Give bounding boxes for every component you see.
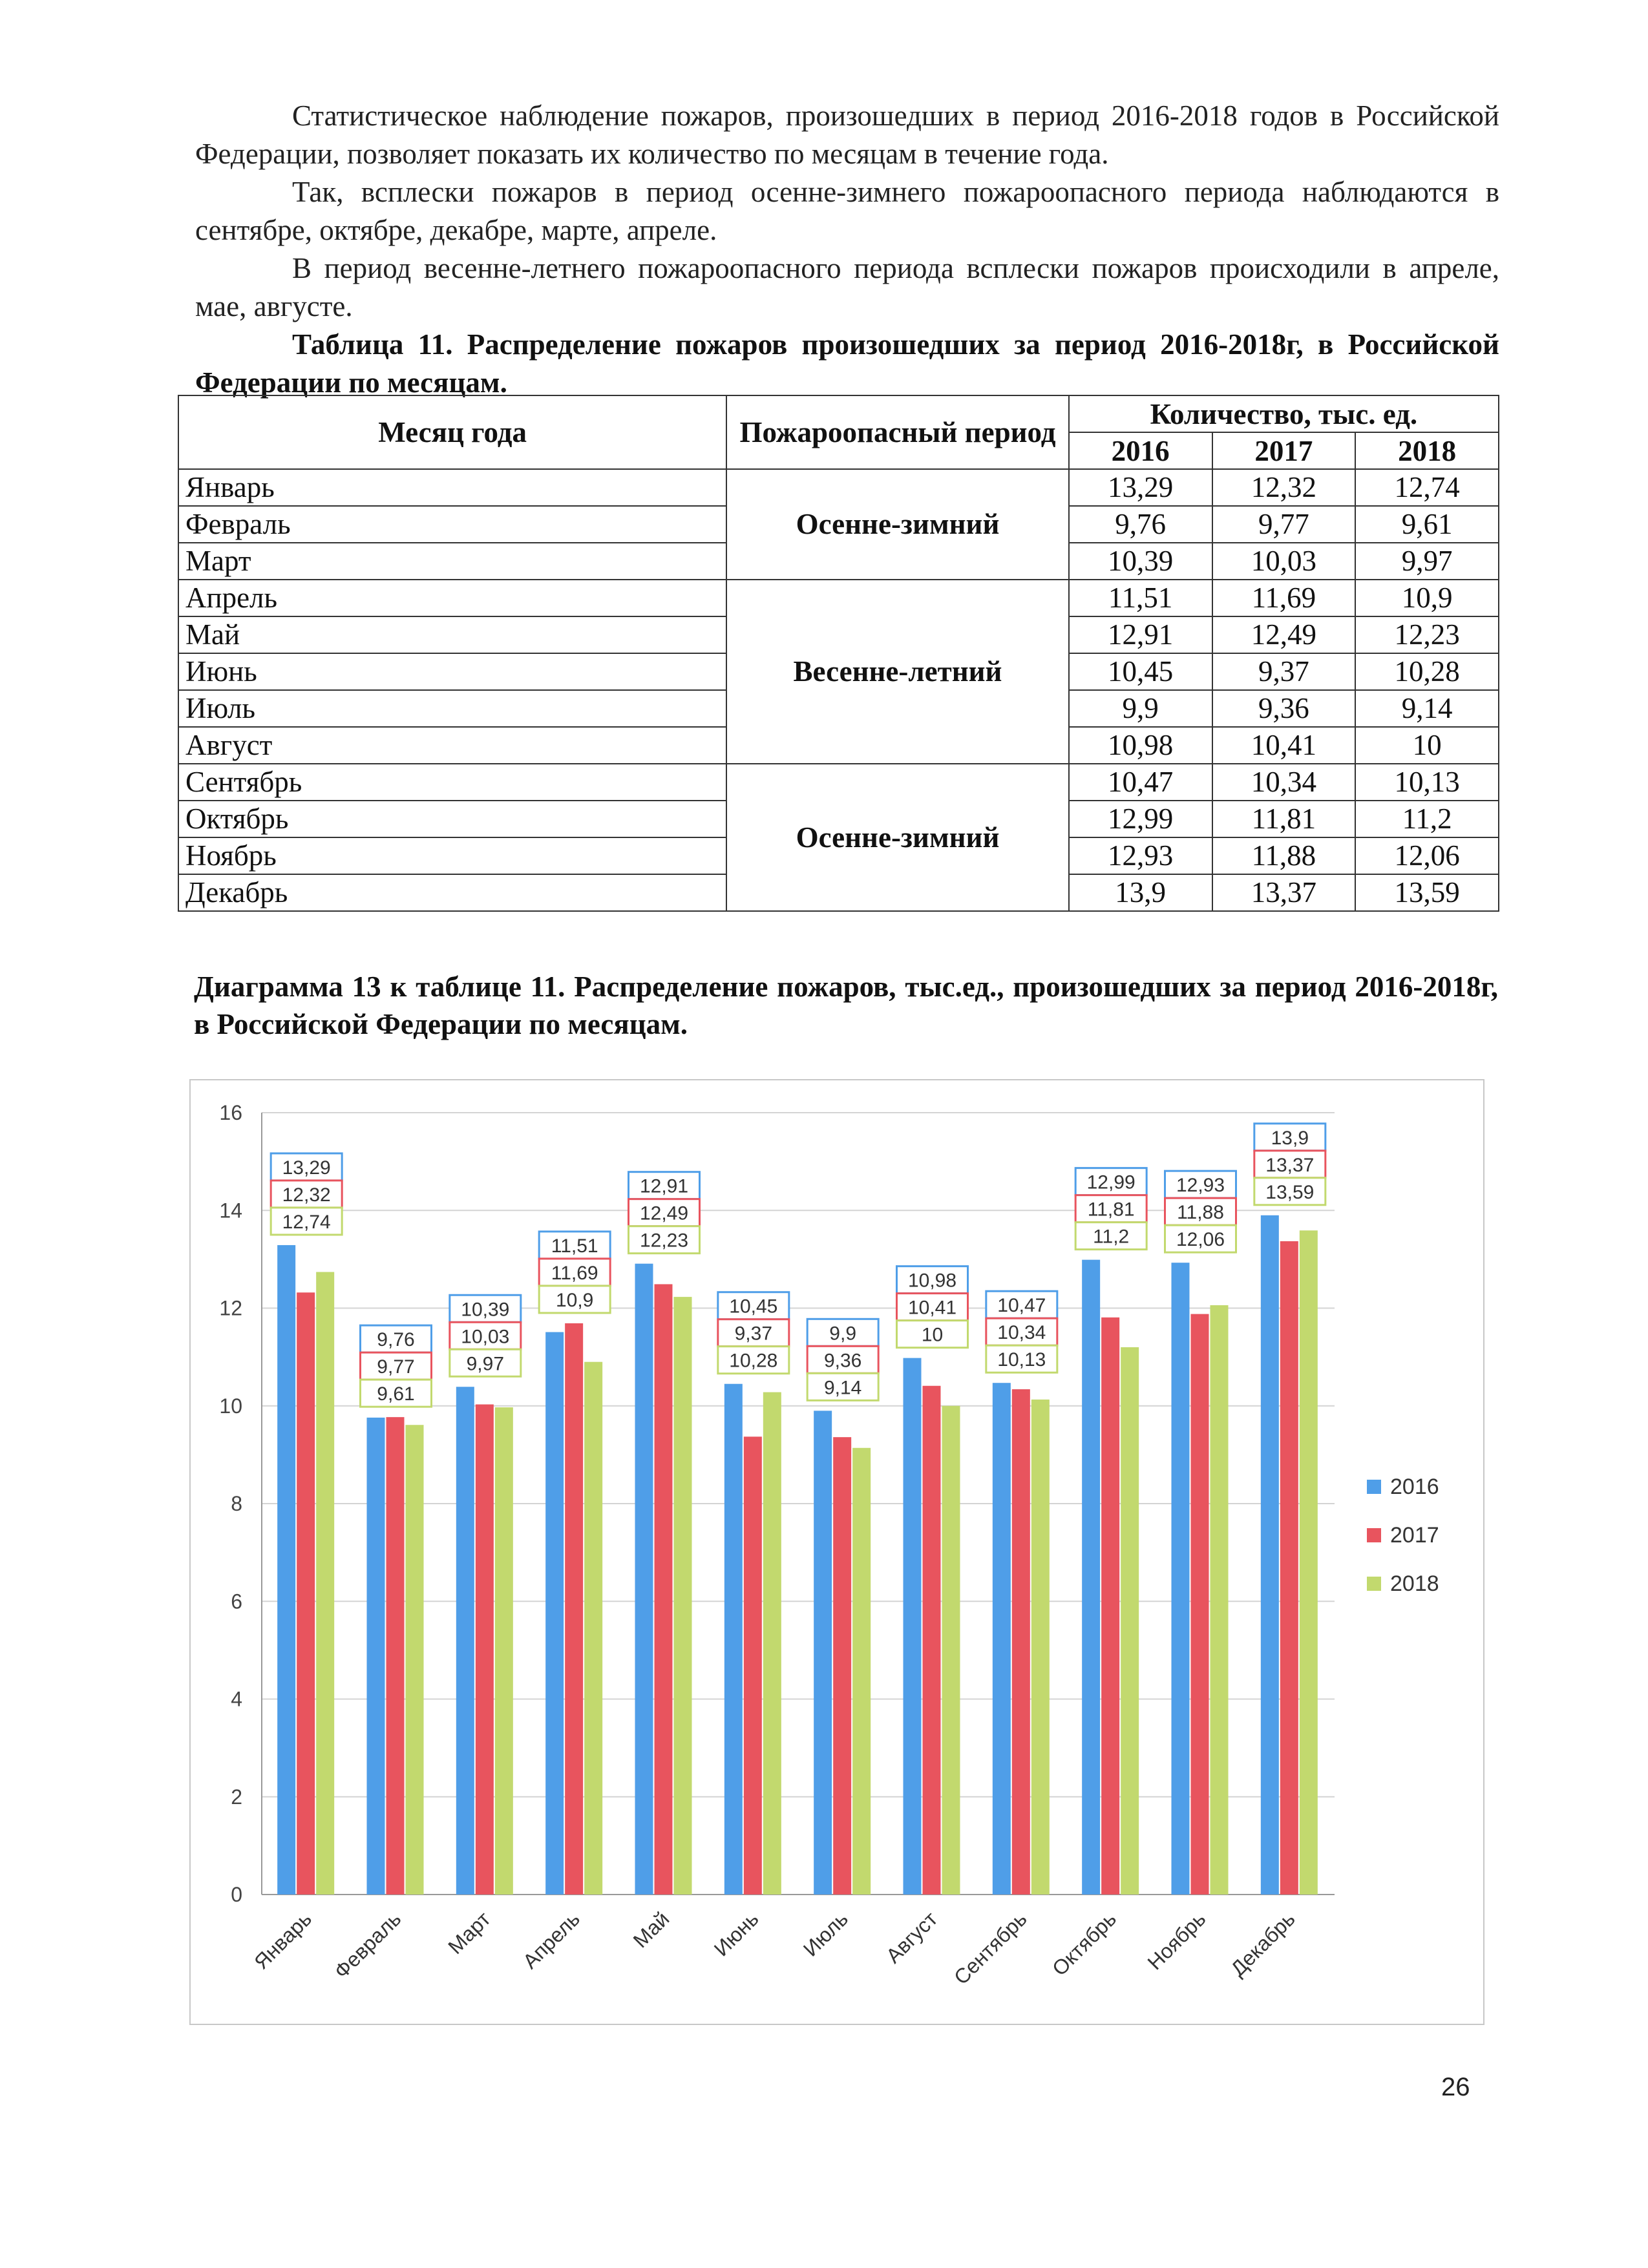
month-cell: Октябрь: [178, 801, 726, 837]
bar-2018: [584, 1362, 602, 1895]
header-quantity: Количество, тыс. ед.: [1069, 395, 1499, 432]
data-label: 9,76: [377, 1329, 415, 1351]
legend-swatch: [1367, 1528, 1381, 1542]
bar-2016: [367, 1418, 385, 1895]
x-tick-label: Июль: [798, 1907, 853, 1961]
y-tick-label: 10: [219, 1394, 242, 1418]
month-cell: Ноябрь: [178, 837, 726, 874]
y-tick-label: 12: [219, 1296, 242, 1320]
bar-2017: [1191, 1314, 1209, 1895]
data-label: 11,69: [551, 1262, 598, 1284]
value-cell: 12,23: [1355, 616, 1499, 653]
bar-2016: [277, 1245, 295, 1895]
period-cell: Осенне-зимний: [726, 469, 1069, 580]
month-cell: Апрель: [178, 580, 726, 616]
bar-2018: [1031, 1400, 1050, 1895]
table-row: [178, 764, 1499, 801]
legend-label: 2017: [1390, 1523, 1439, 1548]
x-tick-label: Декабрь: [1226, 1907, 1300, 1981]
header-year: 2016: [1069, 432, 1212, 469]
period-cell: Осенне-зимний: [726, 764, 1069, 911]
data-label: 10,03: [461, 1326, 510, 1348]
value-cell: 10,41: [1212, 727, 1356, 764]
data-label: 10,45: [729, 1296, 778, 1318]
data-label: 10,39: [461, 1299, 510, 1321]
value-cell: 10,45: [1069, 653, 1212, 690]
value-cell: 12,06: [1355, 837, 1499, 874]
value-cell: 12,93: [1069, 837, 1212, 874]
data-label: 9,97: [466, 1353, 505, 1375]
bar-2016: [724, 1384, 743, 1895]
bar-2018: [942, 1406, 960, 1895]
x-tick-label: Октябрь: [1047, 1907, 1121, 1980]
x-tick-label: Июнь: [709, 1907, 763, 1961]
bar-2016: [1261, 1215, 1279, 1895]
value-cell: 10,34: [1212, 764, 1356, 801]
bar-chart: [191, 1080, 1483, 2024]
value-cell: 10,9: [1355, 580, 1499, 616]
value-cell: 10,39: [1069, 543, 1212, 580]
intro-text: [195, 97, 1499, 402]
data-label: 12,49: [639, 1202, 689, 1224]
chart-frame: [189, 1079, 1484, 2025]
bar-2016: [1172, 1263, 1190, 1895]
bar-2017: [476, 1404, 494, 1895]
diagram-title: Диаграмма 13 к таблице 11. Распределение пожаров, тыс.ед., произошедших за период 2016-2018г, в Российской Федерации по месяцам.: [194, 971, 1498, 1040]
value-cell: 12,49: [1212, 616, 1356, 653]
bar-2016: [1082, 1260, 1100, 1895]
value-cell: 12,99: [1069, 801, 1212, 837]
data-label: 10,47: [997, 1295, 1046, 1317]
y-tick-label: 8: [231, 1492, 242, 1515]
data-label: 11,51: [551, 1235, 598, 1257]
data-label: 12,91: [639, 1175, 689, 1197]
value-cell: 10,28: [1355, 653, 1499, 690]
bar-2017: [1101, 1318, 1119, 1895]
page-number: 26: [1441, 2073, 1470, 2101]
x-tick-label: Март: [443, 1907, 495, 1959]
bar-2016: [903, 1358, 922, 1895]
y-tick-label: 6: [231, 1590, 242, 1613]
data-label: 12,93: [1176, 1175, 1225, 1197]
data-label: 12,74: [282, 1211, 331, 1233]
bar-2016: [814, 1411, 832, 1895]
legend-swatch: [1367, 1480, 1381, 1494]
bar-2017: [655, 1284, 673, 1895]
x-tick-label: Ноябрь: [1143, 1907, 1210, 1975]
value-cell: 13,37: [1212, 874, 1356, 911]
header-year: 2018: [1355, 432, 1499, 469]
bar-2018: [316, 1272, 334, 1895]
header-period: Пожароопасный период: [726, 395, 1069, 469]
value-cell: 9,61: [1355, 506, 1499, 543]
data-label: 9,61: [377, 1383, 415, 1405]
month-cell: Июль: [178, 690, 726, 727]
data-label: 11,2: [1093, 1226, 1130, 1248]
value-cell: 9,97: [1355, 543, 1499, 580]
value-cell: 10: [1355, 727, 1499, 764]
value-cell: 10,98: [1069, 727, 1212, 764]
bar-2018: [1121, 1347, 1139, 1895]
data-label: 11,81: [1087, 1199, 1135, 1221]
data-label: 12,32: [282, 1184, 331, 1206]
value-cell: 9,14: [1355, 690, 1499, 727]
bar-2018: [1210, 1305, 1229, 1895]
y-tick-label: 4: [231, 1687, 242, 1711]
value-cell: 9,36: [1212, 690, 1356, 727]
value-cell: 11,2: [1355, 801, 1499, 837]
table-row: [178, 580, 1499, 616]
value-cell: 13,9: [1069, 874, 1212, 911]
x-tick-label: Апрель: [518, 1907, 585, 1973]
y-tick-label: 0: [231, 1883, 242, 1906]
data-label: 11,88: [1177, 1202, 1224, 1224]
data-label: 13,37: [1265, 1154, 1315, 1176]
value-cell: 12,74: [1355, 469, 1499, 506]
bar-2017: [833, 1437, 851, 1895]
month-cell: Декабрь: [178, 874, 726, 911]
bar-2018: [852, 1448, 871, 1895]
data-label: 12,99: [1086, 1171, 1136, 1193]
bar-2018: [406, 1425, 424, 1895]
data-label: 10,28: [729, 1350, 778, 1372]
month-cell: Июнь: [178, 653, 726, 690]
data-label: 10,41: [907, 1297, 957, 1319]
legend-swatch: [1367, 1577, 1381, 1591]
data-label: 10,98: [907, 1270, 957, 1292]
x-tick-label: Январь: [249, 1907, 317, 1974]
x-tick-label: Август: [881, 1907, 942, 1968]
value-cell: 9,9: [1069, 690, 1212, 727]
value-cell: 13,59: [1355, 874, 1499, 911]
data-label: 13,29: [282, 1157, 331, 1179]
value-cell: 9,37: [1212, 653, 1356, 690]
legend-label: 2018: [1390, 1571, 1439, 1596]
period-cell: Весенне-летний: [726, 580, 1069, 764]
legend-label: 2016: [1390, 1475, 1439, 1499]
data-label: 10: [921, 1324, 944, 1346]
bar-2017: [923, 1386, 941, 1895]
header-month: Месяц года: [178, 395, 726, 469]
data-label: 10,13: [997, 1349, 1046, 1371]
value-cell: 10,47: [1069, 764, 1212, 801]
month-cell: Май: [178, 616, 726, 653]
bar-2017: [1280, 1241, 1298, 1895]
paragraph-1: Статистическое наблюдение пожаров, произошедших в период 2016-2018 годов в Российской Федерации, позволяет показать их количество по месяцам в течение года.: [195, 100, 1499, 170]
value-cell: 11,51: [1069, 580, 1212, 616]
y-tick-label: 16: [219, 1101, 242, 1124]
bar-2018: [1300, 1230, 1318, 1895]
data-label: 9,37: [734, 1323, 773, 1345]
bar-2017: [297, 1292, 315, 1895]
bar-2018: [674, 1297, 692, 1895]
paragraph-3: В период весенне-летнего пожароопасного периода всплески пожаров происходили в апреле, мае, августе.: [195, 252, 1499, 322]
y-tick-label: 2: [231, 1785, 242, 1809]
bar-2016: [545, 1332, 564, 1895]
month-cell: Март: [178, 543, 726, 580]
bar-2018: [495, 1407, 513, 1895]
bar-2017: [744, 1436, 762, 1895]
table-title: Таблица 11. Распределение пожаров произошедших за период 2016-2018г, в Российской Федерации по месяцам.: [195, 328, 1499, 399]
x-tick-label: Май: [628, 1907, 674, 1953]
value-cell: 10,13: [1355, 764, 1499, 801]
value-cell: 11,81: [1212, 801, 1356, 837]
table-row: [178, 469, 1499, 506]
month-cell: Февраль: [178, 506, 726, 543]
data-label: 10,34: [997, 1322, 1046, 1344]
header-year: 2017: [1212, 432, 1356, 469]
x-tick-label: Февраль: [330, 1907, 406, 1983]
value-cell: 11,88: [1212, 837, 1356, 874]
bar-2017: [386, 1417, 405, 1895]
data-label: 9,14: [823, 1377, 862, 1399]
month-cell: Август: [178, 727, 726, 764]
value-cell: 11,69: [1212, 580, 1356, 616]
bar-2016: [635, 1264, 653, 1895]
data-label: 9,9: [829, 1323, 857, 1345]
bar-2017: [565, 1323, 583, 1895]
data-label: 10,9: [555, 1289, 594, 1311]
value-cell: 9,77: [1212, 506, 1356, 543]
data-label: 9,36: [823, 1350, 862, 1372]
bar-2016: [456, 1387, 474, 1895]
y-tick-label: 14: [219, 1199, 242, 1223]
data-label: 12,06: [1176, 1229, 1225, 1251]
data-label: 13,9: [1271, 1127, 1309, 1149]
data-label: 13,59: [1265, 1181, 1315, 1203]
bar-2018: [763, 1392, 781, 1895]
value-cell: 13,29: [1069, 469, 1212, 506]
value-cell: 12,91: [1069, 616, 1212, 653]
data-label: 12,23: [639, 1230, 689, 1252]
data-label: 9,77: [377, 1356, 415, 1378]
fires-table: [178, 395, 1499, 912]
paragraph-2: Так, всплески пожаров в период осенне-зимнего пожароопасного периода наблюдаются в сентябре, октябре, декабре, марте, апреле.: [195, 176, 1499, 246]
bar-2016: [993, 1383, 1011, 1895]
bar-2017: [1012, 1389, 1030, 1895]
month-cell: Сентябрь: [178, 764, 726, 801]
value-cell: 9,76: [1069, 506, 1212, 543]
value-cell: 10,03: [1212, 543, 1356, 580]
x-tick-label: Сентябрь: [949, 1907, 1031, 1990]
month-cell: Январь: [178, 469, 726, 506]
value-cell: 12,32: [1212, 469, 1356, 506]
